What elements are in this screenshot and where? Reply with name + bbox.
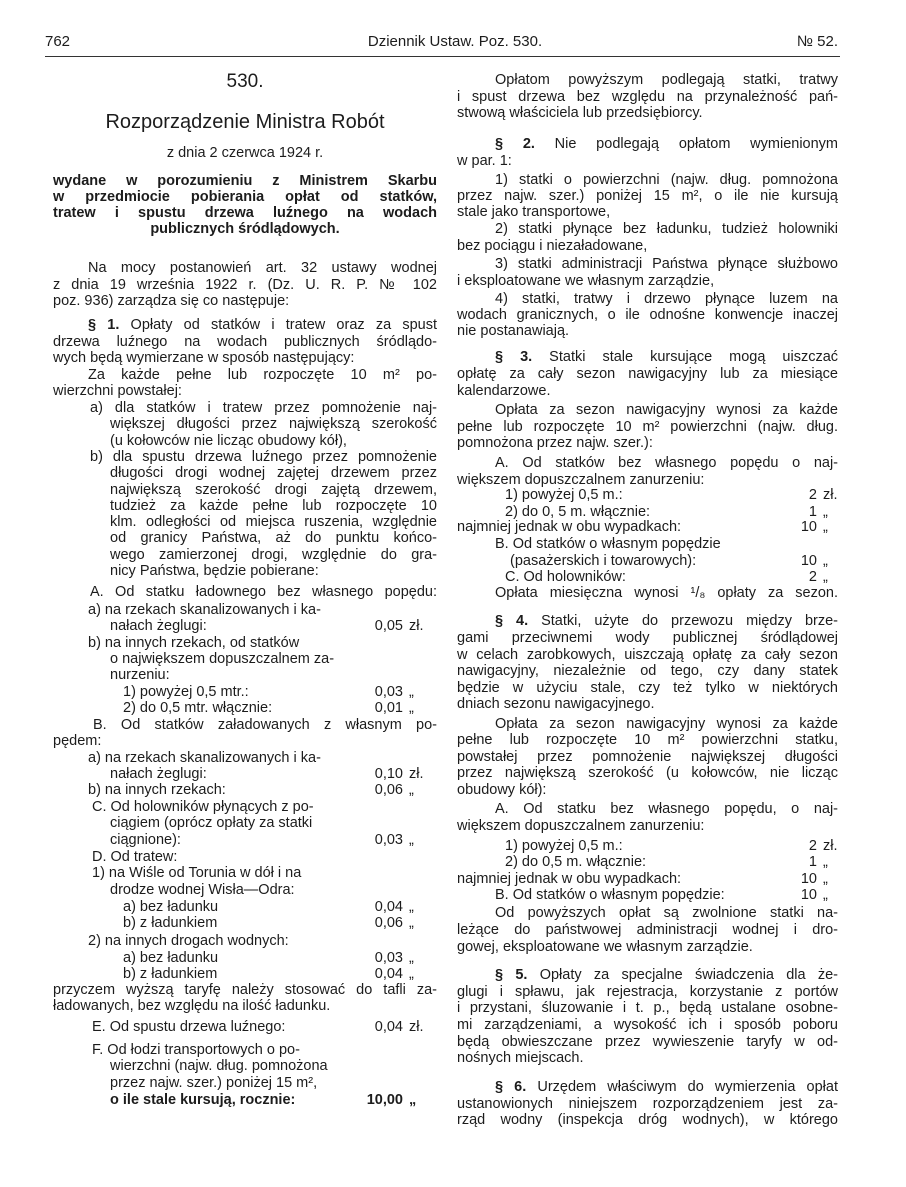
journal-title: Dziennik Ustaw. Poz. 530.	[367, 33, 543, 50]
text-line: a) dla statków i tratew przez pomnożenie naj-	[90, 400, 437, 416]
fee-label: b) z ładunkiem	[123, 915, 218, 931]
text-line: Opłata za sezon nawigacyjny wynosi za każde	[495, 402, 838, 418]
text-line: D. Od tratew:	[92, 849, 178, 865]
text-line: tratew i spustu drzewa luźnego na wodach	[53, 205, 437, 221]
text-line: ustanowionych niniejszem rozporządzeniem jest za-	[457, 1096, 838, 1112]
section-text: Opłaty za specjalne świadczenia dla że-	[527, 967, 838, 983]
section-marker: § 3.	[495, 349, 533, 365]
text-line: 4) statki, tratwy i drzewo płynące luzem na	[495, 291, 838, 307]
fee-amount: 1	[808, 504, 817, 520]
text-line: (u kołowców nie licząc obudowy kół),	[110, 433, 347, 449]
fee-label: 1) powyżej 0,5 mtr.:	[123, 684, 249, 700]
text-line: przez najw. szer.) poniżej 15 m², o ile nie kursują	[457, 188, 838, 204]
fee-unit: „	[409, 782, 414, 798]
fee-label: 2) do 0,5 m. włącznie:	[505, 854, 647, 870]
text-line: większem dopuszczalnem zanurzeniu:	[457, 472, 705, 488]
fee-row	[505, 486, 842, 504]
issue-number: № 52.	[796, 33, 838, 50]
text-line: o największem dopuszczalnem za-	[110, 651, 335, 667]
text-line: leżące do państwowej administracji wodnej i dro-	[457, 922, 838, 938]
fee-row	[88, 781, 441, 799]
text-line: Od powyższych opłat są zwolnione statki na-	[495, 905, 838, 921]
text-line: nurzeniu:	[110, 667, 170, 683]
fee-amount: 0,03	[374, 832, 403, 848]
fee-label: 2) do 0,5 mtr. włącznie:	[123, 700, 273, 716]
text-line: A. Od statku bez własnego popędu, o naj-	[495, 801, 838, 817]
fee-label: E. Od spustu drzewa luźnego:	[92, 1019, 286, 1035]
text-line: pełne lub rozpoczęte 10 m² powierzchni (najw. dług.	[457, 419, 838, 435]
text-line: 1) na Wiśle od Torunia w dół i na	[92, 865, 302, 881]
text-line: a) na rzekach skanalizowanych i ka-	[88, 750, 321, 766]
text-line: nawigacyjny, niezależnie od tego, czy dany statek	[457, 663, 838, 679]
text-line: nie postanawiają.	[457, 323, 570, 339]
text-line: a) na rzekach skanalizowanych i ka-	[88, 602, 321, 618]
fee-label: (pasażerskich i towarowych):	[510, 553, 697, 569]
text-line: w celach zarobkowych, uiszczają opłatę za cały sezon	[457, 647, 838, 663]
fee-unit: „	[409, 966, 414, 982]
fee-amount: 0,05	[374, 618, 403, 634]
text-line: przez największą szerokość (u kołowców, nie licząc	[457, 765, 838, 781]
fee-row	[495, 886, 842, 904]
text-line: obudowy kół):	[457, 782, 547, 798]
text-line: b) na innych rzekach, od statków	[88, 635, 300, 651]
fee-label: b) na innych rzekach:	[88, 782, 226, 798]
text-line: z dnia 19 września 1922 r. (Dz. U. R. P. № 102	[53, 277, 437, 293]
text-line: nicy Państwa, będzie pobierane:	[110, 563, 319, 579]
fee-amount: 0,04	[374, 966, 403, 982]
fee-label: 1) powyżej 0,5 m.:	[505, 838, 623, 854]
text-line: wydane w porozumieniu z Ministrem Skarbu	[53, 173, 437, 189]
fee-row	[505, 853, 842, 871]
section-marker: § 4.	[495, 613, 529, 629]
text-line	[495, 348, 838, 366]
fee-unit: „	[409, 899, 414, 915]
text-line	[88, 316, 437, 334]
text-line: i przystani, śluzowanie i t. p., będą ustalane osobne-	[457, 1000, 838, 1016]
fee-amount: 0,03	[374, 684, 403, 700]
fee-amount: 1	[808, 854, 817, 870]
text-line: B. Od statków o własnym popędzie	[495, 536, 721, 552]
text-line: B. Od statków załadowanych z własnym po-	[93, 717, 437, 733]
text-line: tudzież za każde pełne lub rozpoczęte 10	[110, 498, 437, 514]
fee-label: o ile stale kursują, rocznie:	[110, 1092, 296, 1108]
text-line: Opłata za sezon nawigacyjny wynosi za każde	[495, 716, 838, 732]
act-title: Rozporządzenie Ministra Robót	[105, 111, 385, 133]
text-line	[495, 135, 838, 153]
text-line: długości drogi wodnej zajętej drzewem przez	[110, 465, 437, 481]
fee-amount: 10	[800, 553, 817, 569]
text-line	[495, 612, 838, 630]
fee-unit: „	[409, 684, 414, 700]
fee-amount: 0,06	[374, 782, 403, 798]
fee-row	[123, 914, 441, 932]
fee-unit: „	[409, 950, 414, 966]
fee-unit: zł.	[823, 838, 838, 854]
text-line: pędem:	[53, 733, 102, 749]
section-text: Opłaty od statków i tratew oraz za spust	[119, 317, 437, 333]
text-line: publicznych śródlądowych.	[150, 221, 340, 237]
text-line: wego zamierzonej drogi, względnie do gra-	[110, 547, 437, 563]
page-number: 762	[45, 33, 71, 50]
fee-amount: 0,04	[374, 899, 403, 915]
fee-amount: 10	[800, 519, 817, 535]
text-line: i spust drzewa bez względu na przynależność pań-	[457, 89, 838, 105]
fee-unit: „	[823, 854, 828, 870]
text-line: opłatę za cały sezon nawigacyjny lub za miesiące	[457, 366, 838, 382]
section-text: Statki stale kursujące mogą uiszczać	[532, 349, 838, 365]
text-line: wodach granicznych, o ile odnośne konwencje inaczej	[457, 307, 838, 323]
text-line: Na mocy postanowień art. 32 ustawy wodnej	[88, 260, 437, 276]
fee-amount: 0,04	[374, 1019, 403, 1035]
text-line: nośnych miejscach.	[457, 1050, 584, 1066]
text-line: i eksploatowane we własnym zarządzie,	[457, 273, 715, 289]
fee-unit: zł.	[823, 487, 838, 503]
text-line: od granicy Państwa, aż do punktu końco-	[110, 530, 437, 546]
fee-amount: 0,01	[374, 700, 403, 716]
fee-amount: 10,00	[366, 1092, 403, 1108]
header-divider	[45, 56, 840, 57]
act-number: 530.	[226, 71, 264, 92]
text-line: A. Od statku ładownego bez własnego popędu:	[90, 584, 437, 600]
fee-label: a) bez ładunku	[123, 899, 219, 915]
fee-label: najmniej jednak w obu wypadkach:	[457, 871, 682, 887]
fee-unit: zł.	[409, 766, 424, 782]
fee-amount: 2	[808, 569, 817, 585]
text-line: F. Od łodzi transportowych o po-	[92, 1042, 300, 1058]
fee-row	[110, 1091, 441, 1109]
text-line: pomnożona przez najw. szer.):	[457, 435, 653, 451]
text-line: wierzchni powstałej:	[53, 383, 182, 399]
text-line: największą szerokość drogi zajętą drzewem,	[110, 482, 437, 498]
text-line: stwową właściciela lub przedsiębiorcy.	[457, 105, 703, 121]
fee-unit: „	[409, 832, 414, 848]
text-line: gowej, eksploatowane we własnym zarządzie.	[457, 939, 753, 955]
fee-unit: „	[823, 871, 828, 887]
text-line: drodze wodnej Wisła—Odra:	[110, 882, 295, 898]
fee-row	[457, 518, 842, 536]
text-line: Opłatom powyższym podlegają statki, tratwy	[495, 72, 838, 88]
section-marker: § 5.	[495, 967, 528, 983]
text-line: ładowanych, bez względu na ilość ładunku.	[53, 998, 331, 1014]
section-marker: § 2.	[495, 136, 535, 152]
fee-row	[110, 831, 441, 849]
text-line: gami przeciwnemi wody publicznej śródlądowej	[457, 630, 838, 646]
fee-amount: 10	[800, 887, 817, 903]
fee-amount: 0,06	[374, 915, 403, 931]
fee-unit: „	[823, 887, 828, 903]
fee-amount: 0,03	[374, 950, 403, 966]
section-text: Urzędem właściwym do wymierzenia opłat	[526, 1079, 838, 1095]
text-line: mi zarządzeniami, a wysokość ich i sposób poboru	[457, 1017, 838, 1033]
fee-amount: 2	[808, 487, 817, 503]
fee-unit: „	[823, 504, 828, 520]
text-line: pełne lub rozpoczęte 10 m² powierzchni statku,	[457, 732, 838, 748]
text-line: kalendarzowe.	[457, 383, 551, 399]
text-line: C. Od holowników płynących z po-	[92, 799, 314, 815]
fee-label: 2) do 0, 5 m. włącznie:	[505, 504, 651, 520]
fee-label: 1) powyżej 0,5 m.:	[505, 487, 623, 503]
section-text: Nie podlegają opłatom wymienionym	[534, 136, 838, 152]
fee-row	[92, 1018, 441, 1036]
text-line: 2) statki płynące bez ładunku, tudzież holowniki	[495, 221, 838, 237]
text-line: stale jako transportowe,	[457, 204, 611, 220]
text-line: w par. 1:	[457, 153, 512, 169]
fee-label: a) bez ładunku	[123, 950, 219, 966]
text-line: b) dla spustu drzewa luźnego przez pomnożenie	[90, 449, 437, 465]
text-line: z dnia 2 czerwca 1924 r.	[166, 145, 324, 161]
section-text: Statki, użyte do przewozu między brze-	[528, 613, 838, 629]
text-line: 2) na innych drogach wodnych:	[88, 933, 289, 949]
fee-label: nałach żeglugi:	[110, 766, 207, 782]
fee-unit: „	[409, 915, 414, 931]
fee-unit: zł.	[409, 1019, 424, 1035]
text-line: rząd wodny (inspekcja dróg wodnych), w którego	[457, 1112, 838, 1128]
text-line: w przedmiocie pobierania opłat od statków,	[53, 189, 437, 205]
text-line: bez pociągu i niezaładowane,	[457, 238, 648, 254]
text-line: będzie w użyciu stale, czy też tylko w niektórych	[457, 680, 838, 696]
fee-unit: zł.	[409, 618, 424, 634]
fee-unit: „	[409, 700, 414, 716]
text-line: wierzchni (najw. dług. pomnożona	[110, 1058, 328, 1074]
section-marker: § 6.	[495, 1079, 527, 1095]
fee-unit: „	[823, 569, 828, 585]
text-line: 1) statki o powierzchni (najw. dług. pomnożona	[495, 172, 838, 188]
text-line: 3) statki administracji Państwa płynące służbowo	[495, 256, 838, 272]
fee-amount: 2	[808, 838, 817, 854]
fee-label: nałach żeglugi:	[110, 618, 207, 634]
fee-unit: „	[823, 519, 828, 535]
text-line: poz. 936) zarządza się co następuje:	[53, 293, 290, 309]
text-line: A. Od statków bez własnego popędu o naj-	[495, 455, 838, 471]
text-line: większem dopuszczalnem zanurzeniu:	[457, 818, 705, 834]
fee-unit: „	[409, 1092, 417, 1108]
text-line: wych będą wymierzane w sposób następujący:	[53, 350, 355, 366]
section-marker: § 1.	[88, 317, 120, 333]
text-line: glugi i spławu, jak rejestracja, korzystanie z portów	[457, 984, 838, 1000]
text-line: będą obwieszczane przez wywieszenie taryfy w od-	[457, 1034, 838, 1050]
text-line: przyczem wyższą taryfę należy stosować do tafli za-	[53, 982, 437, 998]
text-line: ciągiem (oprócz opłaty za statki	[110, 815, 313, 831]
fee-label: C. Od holowników:	[505, 569, 626, 585]
fee-amount: 0,10	[374, 766, 403, 782]
text-line: Opłata miesięczna wynosi ¹/₈ opłaty za sezon.	[495, 585, 838, 601]
fee-row	[110, 617, 441, 635]
text-line: Za każde pełne lub rozpoczęte 10 m² po-	[88, 367, 437, 383]
fee-row	[123, 699, 441, 717]
fee-unit: „	[823, 553, 828, 569]
fee-amount: 10	[800, 871, 817, 887]
fee-label: ciągnione):	[110, 832, 181, 848]
text-line: przez najw. szer.) poniżej 15 m²,	[110, 1075, 318, 1091]
fee-label: najmniej jednak w obu wypadkach:	[457, 519, 682, 535]
text-line: klm. odległości od miejsca ruszenia, względnie	[110, 514, 437, 530]
text-line: większej długości przez największą szerokość	[110, 416, 437, 432]
text-line: powstałej przez pomnożenie największej długości	[457, 749, 838, 765]
fee-label: B. Od statków o własnym popędzie:	[495, 887, 725, 903]
text-line	[495, 966, 838, 984]
fee-label: b) z ładunkiem	[123, 966, 218, 982]
text-line	[495, 1078, 838, 1096]
text-line: dniach sezonu nawigacyjnego.	[457, 696, 655, 712]
text-line: drzewa luźnego na wodach publicznych śródlądo-	[53, 334, 437, 350]
